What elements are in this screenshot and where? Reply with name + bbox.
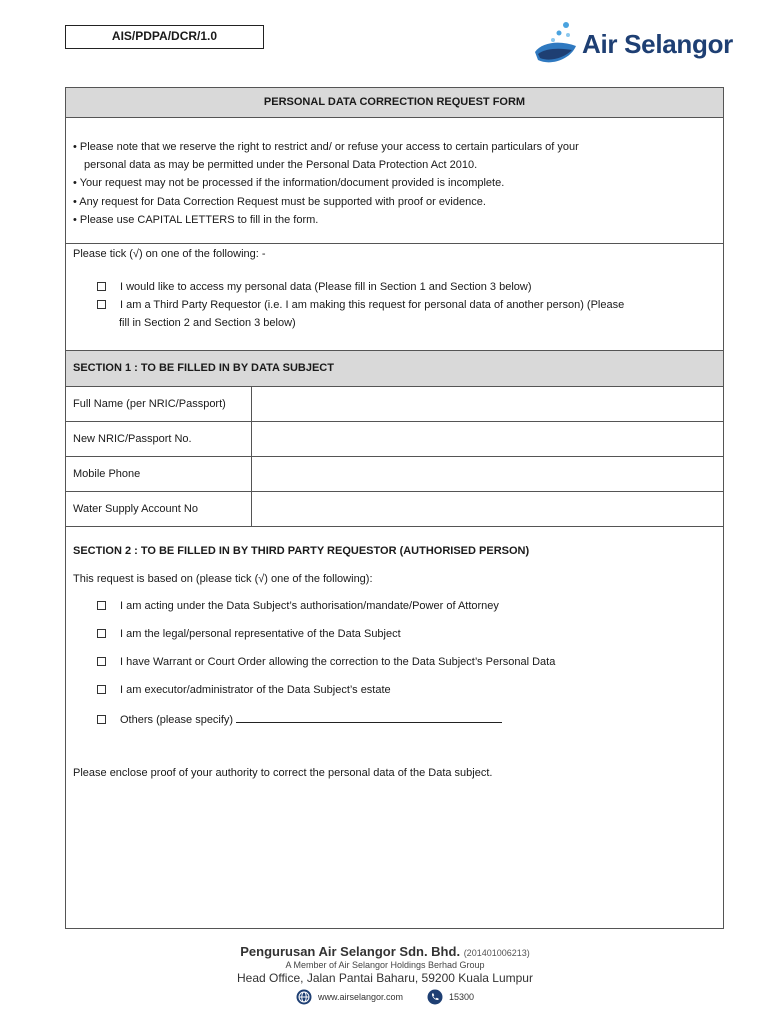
phone-icon: [427, 989, 443, 1005]
form-notes: [66, 118, 723, 244]
checkbox[interactable]: [97, 715, 106, 724]
footer-company: [0, 944, 770, 959]
checkbox[interactable]: [97, 629, 106, 638]
form-title: PERSONAL DATA CORRECTION REQUEST FORM: [66, 88, 723, 118]
mobile-phone-input[interactable]: [252, 457, 723, 491]
form-reference-code: AIS/PDPA/DCR/1.0: [65, 25, 264, 49]
field-row-mobile: [66, 457, 723, 492]
field-row-nric: [66, 422, 723, 457]
air-selangor-logo: [532, 20, 752, 68]
section2-intro: This request is based on (please tick (√) one of the following):: [73, 573, 373, 585]
footer: [0, 944, 770, 1005]
note-line: • Please note that we reserve the right to restrict and/ or refuse your access to certain particulars of your: [73, 141, 579, 153]
checkbox[interactable]: [97, 300, 106, 309]
website-contact: [296, 989, 403, 1005]
tick-instruction: Please tick (√) on one of the following: -: [73, 248, 266, 260]
footer-contacts: [0, 989, 770, 1005]
section2-heading: SECTION 2 : TO BE FILLED IN BY THIRD PARTY REQUESTOR (AUTHORISED PERSON): [73, 545, 530, 557]
option-authorisation: [97, 600, 499, 612]
option-legal-representative: [97, 628, 401, 640]
water-drop-logo-icon: [532, 20, 582, 68]
field-row-account: [66, 492, 723, 527]
others-specify-line[interactable]: [236, 712, 502, 723]
option-label: I am the legal/personal representative of the Data Subject: [120, 628, 401, 640]
option-label: I have Warrant or Court Order allowing the correction to the Data Subject’s Personal Data: [120, 656, 556, 668]
company-name: Pengurusan Air Selangor Sdn. Bhd.: [240, 944, 461, 959]
note-line: • Your request may not be processed if the information/document provided is incomplete.: [73, 177, 505, 190]
field-label: Full Name (per NRIC/Passport): [66, 387, 252, 421]
company-reg-no: (201401006213): [463, 948, 530, 958]
nric-input[interactable]: [252, 422, 723, 456]
request-type-block: [66, 244, 723, 351]
option-others: [97, 712, 502, 726]
phone-number[interactable]: 15300: [449, 992, 475, 1002]
logo-text: Air Selangor: [582, 29, 733, 59]
section1-heading: SECTION 1 : TO BE FILLED IN BY DATA SUBJECT: [66, 351, 723, 387]
checkbox[interactable]: [97, 685, 106, 694]
option-label: I am acting under the Data Subject’s authorisation/mandate/Power of Attorney: [120, 600, 499, 612]
enclose-proof-note: Please enclose proof of your authority to correct the personal data of the Data subject.: [73, 767, 493, 779]
option-court-order: [97, 656, 555, 668]
full-name-input[interactable]: [252, 387, 723, 421]
checkbox[interactable]: [97, 657, 106, 666]
field-label: Water Supply Account No: [66, 492, 252, 526]
footer-address: Head Office, Jalan Pantai Baharu, 59200 Kuala Lumpur: [237, 971, 533, 985]
option-third-party: [97, 296, 624, 314]
note-line: personal data as may be permitted under the Personal Data Protection Act 2010.: [84, 159, 478, 172]
field-label: Mobile Phone: [66, 457, 252, 491]
phone-contact: [427, 989, 474, 1005]
checkbox[interactable]: [97, 601, 106, 610]
account-number-input[interactable]: [252, 492, 723, 526]
option-label: I would like to access my personal data (Please fill in Section 1 and Section 3 below): [120, 281, 532, 293]
option-executor: [97, 684, 391, 696]
field-row-full-name: [66, 387, 723, 422]
option-third-party-continued: fill in Section 2 and Section 3 below): [119, 317, 296, 329]
field-label: New NRIC/Passport No.: [66, 422, 252, 456]
correction-request-form: [65, 87, 724, 929]
option-label: I am a Third Party Requestor (i.e. I am making this request for personal data of another person) (Please: [120, 299, 625, 311]
footer-member: A Member of Air Selangor Holdings Berhad Group: [285, 960, 485, 970]
note-line: • Any request for Data Correction Request must be supported with proof or evidence.: [73, 195, 486, 208]
note-line: • Please use CAPITAL LETTERS to fill in the form.: [73, 213, 319, 226]
globe-icon: [296, 989, 312, 1005]
option-label: I am executor/administrator of the Data Subject’s estate: [120, 684, 391, 696]
option-access-own-data: [97, 278, 532, 296]
checkbox[interactable]: [97, 282, 106, 291]
website-url[interactable]: www.airselangor.com: [317, 992, 403, 1002]
option-label: Others (please specify): [120, 714, 234, 726]
